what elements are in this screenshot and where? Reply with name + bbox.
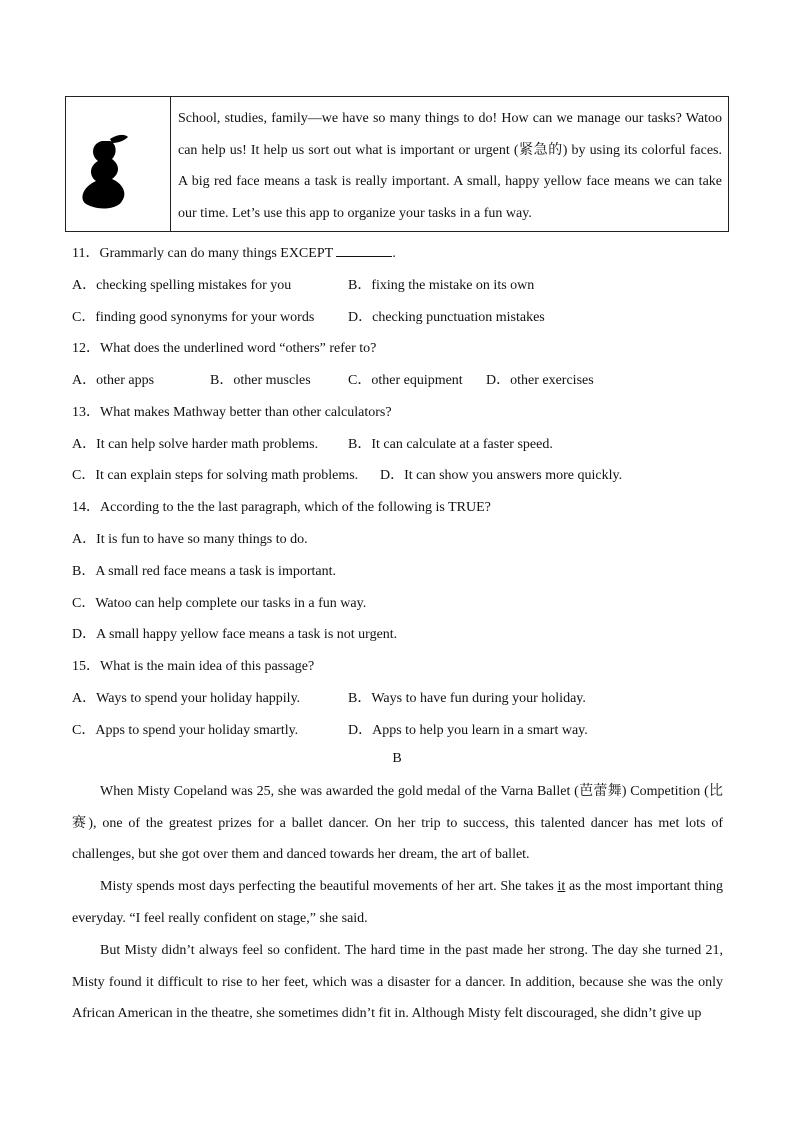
question-13-option-a: A．It can help solve harder math problems. bbox=[72, 437, 319, 452]
question-12-option-d: D．other exercises bbox=[486, 373, 594, 388]
question-15-option-d: D．Apps to help you learn in a smart way. bbox=[348, 723, 588, 738]
app-icon-cell bbox=[66, 97, 171, 231]
underlined-word-it: it bbox=[557, 879, 566, 894]
paragraph-2-text-before: Misty spends most days perfecting the beautiful movements of her art. She takes bbox=[100, 879, 558, 894]
question-14-option-a: A．It is fun to have so many things to do. bbox=[72, 532, 308, 547]
question-12-stem: 12．What does the underlined word “others” refer to? bbox=[72, 341, 377, 356]
question-13-option-b: B．It can calculate at a faster speed. bbox=[348, 437, 553, 452]
watoo-icon bbox=[66, 97, 170, 233]
question-12-option-a: A．other apps bbox=[72, 373, 155, 388]
question-14-stem: 14．According to the the last paragraph, which of the following is TRUE? bbox=[72, 500, 491, 515]
question-12-option-c: C．other equipment bbox=[348, 373, 463, 388]
question-13-option-d: D．It can show you answers more quickly. bbox=[380, 468, 623, 483]
paragraph-2-text-after: as the most important thing everyday. “I feel really confident on stage,” she said. bbox=[72, 879, 723, 926]
question-11-option-b: B．fixing the mistake on its own bbox=[348, 278, 535, 293]
question-15-stem: 15．What is the main idea of this passage? bbox=[72, 659, 315, 674]
passage-b-paragraph-3: But Misty didn’t always feel so confident. The hard time in the past made her strong. The day she turned 21, Misty found it difficult to rise to her feet, which was a disaster for a dancer. In addition, because she was the only African American in the theatre, she sometimes didn’t fit in. Although Misty felt discouraged, she didn’t give up bbox=[72, 943, 723, 1022]
passage-b-heading: B bbox=[392, 751, 402, 766]
passage-a-text: School, studies, family—we have so many things to do! How can we manage our tasks? Watoo can help us! It help us sort out what is important or urgent (紧急的) by using its colorful faces. A big red face means a task is really important. A small, happy yellow face means we can take our time. Let’s use this app to organize your tasks in a fun way. bbox=[178, 111, 722, 221]
question-15-option-c: C．Apps to spend your holiday smartly. bbox=[72, 723, 299, 738]
question-11-text: 11．Grammarly can do many things EXCEPT bbox=[72, 246, 333, 261]
question-11-option-c: C．finding good synonyms for your words bbox=[72, 310, 315, 325]
question-12-option-b: B．other muscles bbox=[210, 373, 311, 388]
question-11-stem bbox=[72, 242, 396, 262]
question-13-option-c: C．It can explain steps for solving math problems. bbox=[72, 468, 359, 483]
passage-b-paragraph-2 bbox=[72, 871, 723, 934]
question-11-option-d: D．checking punctuation mistakes bbox=[348, 310, 545, 325]
question-11-option-a: A．checking spelling mistakes for you bbox=[72, 278, 292, 293]
question-15-option-a: A．Ways to spend your holiday happily. bbox=[72, 691, 301, 706]
question-13-stem: 13．What makes Mathway better than other calculators? bbox=[72, 405, 392, 420]
question-11-period: . bbox=[392, 246, 396, 261]
question-14-option-b: B．A small red face means a task is important. bbox=[72, 564, 336, 579]
answer-blank bbox=[336, 244, 392, 257]
question-14-option-c: C．Watoo can help complete our tasks in a fun way. bbox=[72, 596, 367, 611]
question-15-option-b: B．Ways to have fun during your holiday. bbox=[348, 691, 586, 706]
passage-b-paragraph-1: When Misty Copeland was 25, she was awarded the gold medal of the Varna Ballet (芭蕾舞) Competition (比赛), one of the greatest prizes for a ballet dancer. On her trip to success, this talented dancer has met lots of challenges, but she got over them and danced towards her dream, the art of ballet. bbox=[72, 784, 723, 863]
question-14-option-d: D．A small happy yellow face means a task is not urgent. bbox=[72, 627, 398, 642]
passage-box bbox=[65, 96, 729, 232]
